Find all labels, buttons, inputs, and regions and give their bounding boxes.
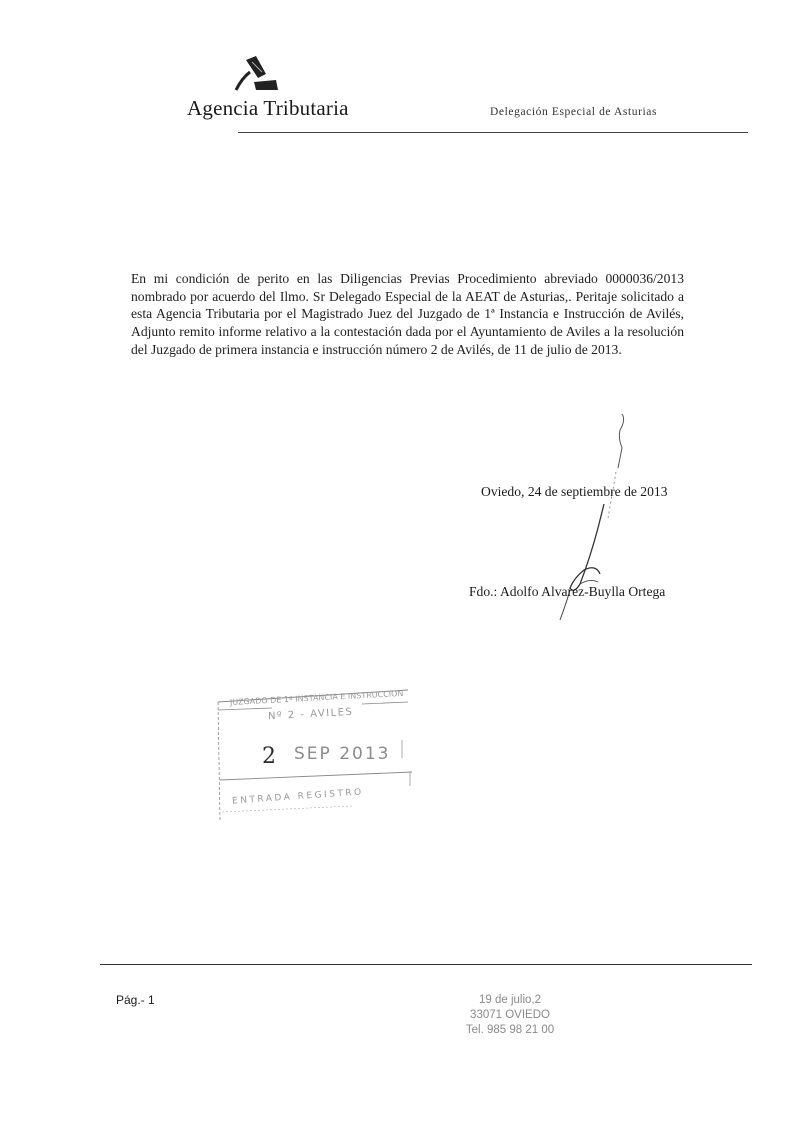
delegation-name: Delegación Especial de Asturias — [490, 106, 658, 118]
agency-name: Agencia Tributaria — [187, 96, 349, 120]
footer-divider — [100, 964, 752, 965]
signer-name: Fdo.: Adolfo Alvarez-Buylla Ortega — [469, 584, 666, 599]
footer-address — [450, 993, 570, 1038]
stamp-city-text: Nº 2 - AVILES — [267, 706, 354, 723]
stamp-bottom-text: ENTRADA REGISTRO — [231, 787, 365, 807]
stamp-month-year: SEP 2013 — [294, 744, 391, 764]
page-number: Pág.- 1 — [116, 993, 155, 1007]
header-divider — [238, 132, 748, 133]
signature-place-date: Oviedo, 24 de septiembre de 2013 — [481, 484, 668, 499]
agency-logo-icon — [232, 54, 280, 94]
stamp-day: 2 — [262, 744, 276, 769]
court-stamp — [222, 688, 408, 814]
stamp-court-text: JUZGADO DE 1ª INSTANCIA E INSTRUCCION — [229, 688, 404, 707]
body-paragraph: En mi condición de perito en las Diligencias Previas Procedimiento abreviado 0000036/2013 nombrado por acuerdo del Ilmo. Sr Delegado Especial de la AEAT de Asturias,. Peritaje solicitado a esta Agencia Tributaria por el Magistrado Juez del Juzgado de 1ª Instancia e Instrucción de Avilés, Adjunto remito informe relativo a la contestación dada por el Ayuntamiento de Aviles a la resolución del Juzgado de primera instancia e instrucción número 2 de Avilés, de 11 de julio de 2013. — [131, 271, 684, 357]
address-city: 33071 OVIEDO — [470, 1009, 550, 1021]
address-phone: Tel. 985 98 21 00 — [465, 1024, 555, 1036]
address-street: 19 de julio,2 — [478, 994, 542, 1006]
